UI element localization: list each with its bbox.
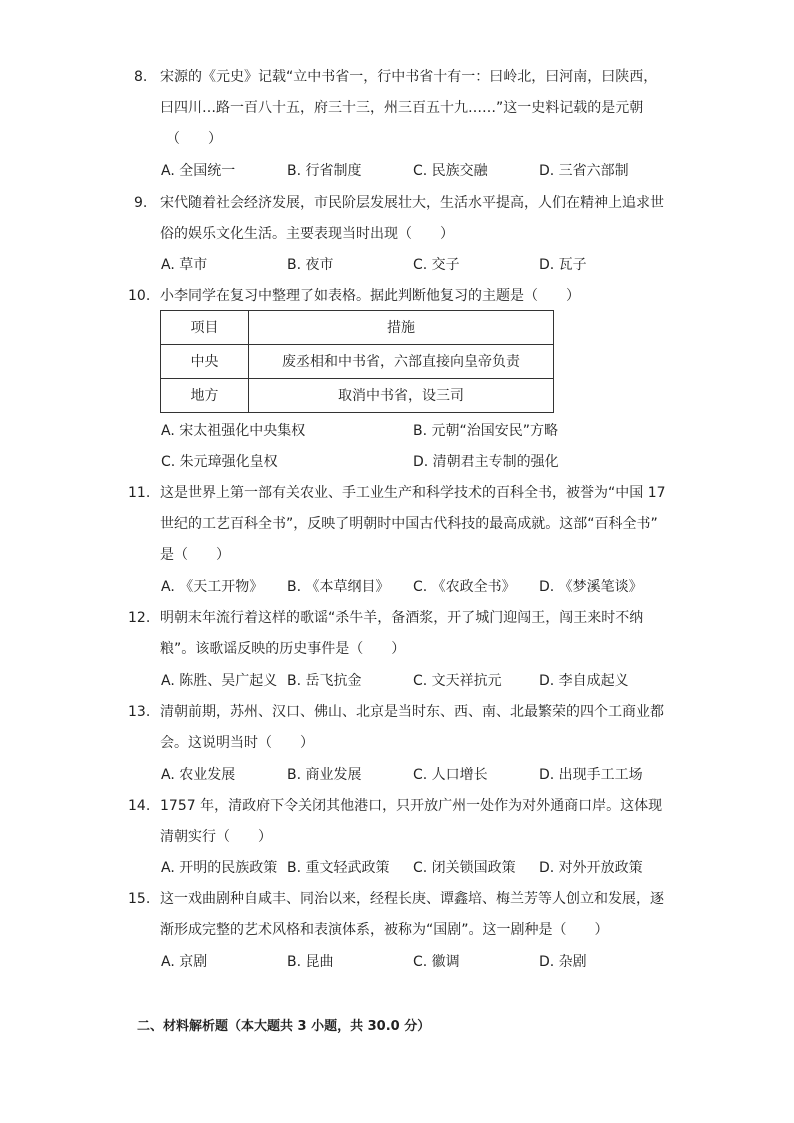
option-a: A. 京剧 [161, 954, 208, 970]
option-d: D. 李自成起义 [539, 673, 629, 689]
option-b: B. 行省制度 [287, 163, 362, 179]
question-text: 曰四川…路一百八十五，府三十三，州三百五十九……”这一史料记载的是元朝 [160, 100, 644, 116]
option-b: B. 商业发展 [287, 767, 362, 783]
option-d: D. 出现手工工场 [539, 767, 643, 783]
question-text: 1757 年，清政府下令关闭其他港口，只开放广州一处作为对外通商口岸。这体现 [160, 798, 663, 814]
table-cell: 地方 [161, 379, 249, 413]
option-b: B. 夜市 [287, 257, 334, 273]
question-number: 8. [134, 69, 148, 85]
option-d: D. 对外开放政策 [539, 860, 643, 876]
question-number: 9. [134, 195, 148, 211]
option-c: C. 人口增长 [413, 767, 488, 783]
question-text: 宋源的《元史》记载“立中书省一，行中书省十有一：曰岭北，曰河南，曰陕西， [160, 69, 658, 85]
question-text: 明朝末年流行着这样的歌谣“杀牛羊，备酒浆，开了城门迎闯王，闯王来时不纳 [160, 610, 644, 626]
question-number: 10. [128, 288, 151, 304]
option-a: A. 农业发展 [161, 767, 236, 783]
table-header-row [161, 311, 554, 345]
question-number: 11. [128, 485, 151, 501]
question-text: 粮”。该歌谣反映的历史事件是（ ） [160, 641, 406, 657]
question-text: 清朝前期，苏州、汉口、佛山、北京是当时东、西、南、北最繁荣的四个工商业都 [160, 704, 664, 720]
option-a: A. 《天工开物》 [161, 579, 264, 595]
option-d: D. 杂剧 [539, 954, 587, 970]
question-text: 渐形成完整的艺术风格和表演体系，被称为“国剧”。这一剧种是（ ） [160, 922, 609, 938]
option-c: C. 文天祥抗元 [413, 673, 502, 689]
question-number: 15. [128, 891, 151, 907]
option-c: C. 《农政全书》 [413, 579, 516, 595]
option-a: A. 全国统一 [161, 163, 236, 179]
table-row [161, 345, 554, 379]
question-text: 俗的娱乐文化生活。主要表现当时出现（ ） [160, 226, 454, 242]
option-a: A. 陈胜、吴广起义 [161, 673, 278, 689]
option-a: A. 草市 [161, 257, 208, 273]
question-text: 清朝实行（ ） [160, 829, 272, 845]
question-text: 会。这说明当时（ ） [160, 735, 314, 751]
table-header-cell: 措施 [249, 311, 554, 345]
section-title: 二、材料解析题（本大题共 3 小题，共 30.0 分） [137, 1019, 431, 1034]
option-c: C. 徽调 [413, 954, 460, 970]
option-c: C. 交子 [413, 257, 460, 273]
question-text: 小李同学在复习中整理了如表格。据此判断他复习的主题是（ ） [160, 288, 580, 304]
question-number: 14. [128, 798, 151, 814]
question-number: 13. [128, 704, 151, 720]
option-b: B. 元朝“治国安民”方略 [413, 423, 559, 439]
option-b: B. 《本草纲目》 [287, 579, 390, 595]
question-text: 是（ ） [160, 547, 230, 563]
table-cell: 废丞相和中书省，六部直接向皇帝负责 [249, 345, 554, 379]
table-cell: 中央 [161, 345, 249, 379]
option-d: D. 清朝君主专制的强化 [413, 454, 559, 470]
option-c: C. 朱元璋强化皇权 [161, 454, 278, 470]
option-c: C. 闭关锁国政策 [413, 860, 516, 876]
option-d: D. 《梦溪笔谈》 [539, 579, 643, 595]
summary-table [160, 310, 554, 413]
option-d: D. 三省六部制 [539, 163, 629, 179]
question-text: （ ） [166, 131, 222, 147]
option-a: A. 开明的民族政策 [161, 860, 278, 876]
table-header-cell: 项目 [161, 311, 249, 345]
option-b: B. 昆曲 [287, 954, 334, 970]
question-text: 这一戏曲剧种自咸丰、同治以来，经程长庚、谭鑫培、梅兰芳等人创立和发展，逐 [160, 891, 664, 907]
option-a: A. 宋太祖强化中央集权 [161, 423, 306, 439]
table-cell: 取消中书省，设三司 [249, 379, 554, 413]
question-text: 世纪的工艺百科全书”，反映了明朝时中国古代科技的最高成就。这部“百科全书” [160, 516, 658, 532]
table-row [161, 379, 554, 413]
option-b: B. 岳飞抗金 [287, 673, 362, 689]
option-c: C. 民族交融 [413, 163, 488, 179]
question-number: 12. [128, 610, 151, 626]
option-d: D. 瓦子 [539, 257, 587, 273]
option-b: B. 重文轻武政策 [287, 860, 390, 876]
question-text: 这是世界上第一部有关农业、手工业生产和科学技术的百科全书，被誉为“中国 17 [160, 485, 666, 501]
question-text: 宋代随着社会经济发展，市民阶层发展壮大，生活水平提高，人们在精神上追求世 [160, 195, 664, 211]
